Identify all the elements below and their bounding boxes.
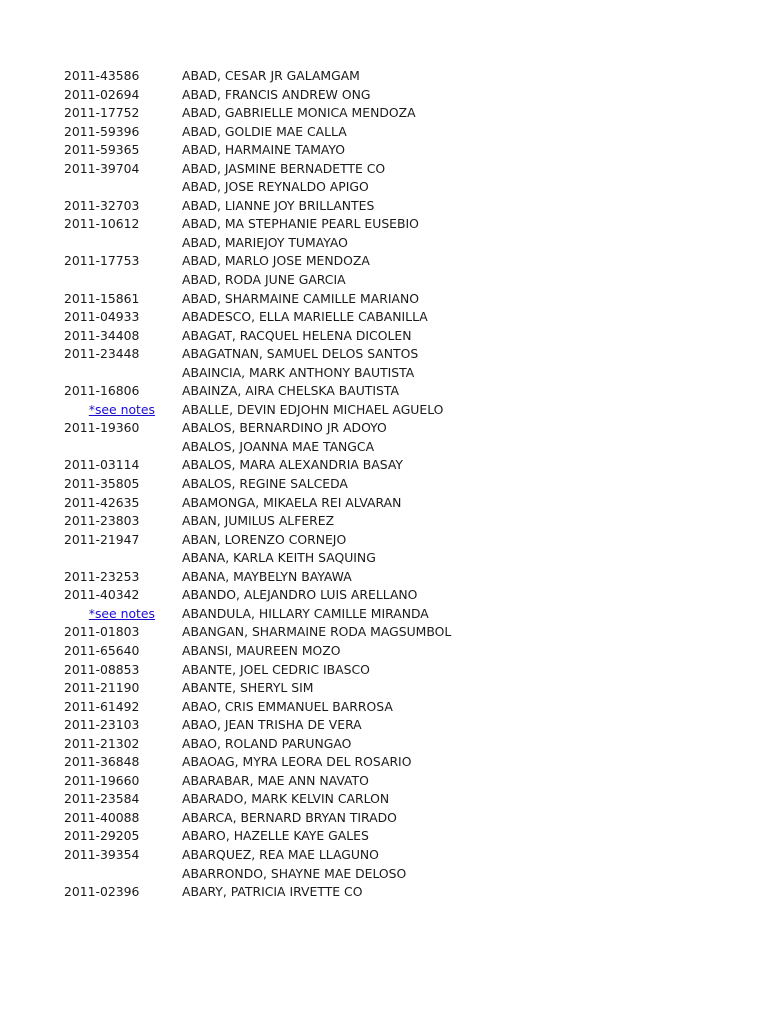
student-name: ABALOS, JOANNA MAE TANGCA [182,438,375,454]
list-row [64,475,704,494]
student-number: 2011-16806 [64,383,140,399]
student-name: ABAO, JEAN TRISHA DE VERA [182,717,362,733]
student-name: ABANGAN, SHARMAINE RODA MAGSUMBOL [182,624,452,640]
student-name: ABAD, FRANCIS ANDREW ONG [182,86,371,102]
list-row [64,215,704,234]
student-number: 2011-35805 [64,476,140,492]
student-number: 2011-34408 [64,327,140,343]
student-name: ABAGATNAN, SAMUEL DELOS SANTOS [182,346,419,362]
student-name: ABARO, HAZELLE KAYE GALES [182,828,369,844]
list-row [64,327,704,346]
student-number: 2011-59396 [64,123,140,139]
student-name: ABALOS, BERNARDINO JR ADOYO [182,420,387,436]
student-number: 2011-19360 [64,420,140,436]
student-number: 2011-01803 [64,624,140,640]
student-name: ABAD, RODA JUNE GARCIA [182,272,346,288]
student-name: ABANA, MAYBELYN BAYAWA [182,568,352,584]
student-name: ABANSI, MAUREEN MOZO [182,642,341,658]
list-row [64,716,704,735]
student-number: 2011-59365 [64,142,140,158]
student-name: ABAD, MARLO JOSE MENDOZA [182,253,370,269]
list-row [64,290,704,309]
student-number: 2011-15861 [64,290,140,306]
student-name: ABANDULA, HILLARY CAMILLE MIRANDA [182,605,429,621]
student-number: 2011-23103 [64,717,140,733]
list-row [64,735,704,754]
results-list [64,67,704,902]
student-name: ABANDO, ALEJANDRO LUIS ARELLANO [182,587,418,603]
student-number: 2011-03114 [64,457,140,473]
list-row [64,308,704,327]
student-number: 2011-32703 [64,197,140,213]
list-row [64,790,704,809]
student-number: 2011-23803 [64,513,140,529]
student-name: ABAD, HARMAINE TAMAYO [182,142,346,158]
student-number: 2011-19660 [64,772,140,788]
list-row [64,197,704,216]
list-row [64,86,704,105]
student-name: ABAD, CESAR JR GALAMGAM [182,68,360,83]
student-name: ABAD, MARIEJOY TUMAYAO [182,234,348,250]
list-row [64,827,704,846]
list-row [64,772,704,791]
list-row [64,865,704,884]
list-row [64,438,704,457]
list-row [64,883,704,902]
list-row [64,364,704,383]
student-number: 2011-40342 [64,587,140,603]
student-name: ABARQUEZ, REA MAE LLAGUNO [182,846,379,862]
list-row [64,271,704,290]
student-number: 2011-10612 [64,216,140,232]
list-row [64,141,704,160]
student-number: 2011-23253 [64,568,140,584]
student-number: 2011-40088 [64,809,140,825]
student-number: 2011-43586 [64,68,140,83]
list-row [64,123,704,142]
student-number: 2011-39704 [64,160,140,176]
list-row [64,104,704,123]
student-number: 2011-21302 [64,735,140,751]
list-row [64,698,704,717]
student-name: ABAOAG, MYRA LEORA DEL ROSARIO [182,754,412,770]
list-row [64,178,704,197]
student-name: ABAO, ROLAND PARUNGAO [182,735,352,751]
student-name: ABANA, KARLA KEITH SAQUING [182,550,376,566]
student-number: 2011-17752 [64,105,140,121]
list-row [64,512,704,531]
list-row [64,846,704,865]
list-row [64,494,704,513]
list-row [64,160,704,179]
student-name: ABALOS, MARA ALEXANDRIA BASAY [182,457,403,473]
student-number [64,605,182,624]
list-row [64,605,704,624]
student-name: ABALLE, DEVIN EDJOHN MICHAEL AGUELO [182,401,444,417]
student-number: 2011-17753 [64,253,140,269]
list-row [64,252,704,271]
student-name: ABAN, JUMILUS ALFEREZ [182,513,335,529]
list-row [64,401,704,420]
see-notes-link[interactable]: *see notes [88,401,155,417]
student-name: ABARCA, BERNARD BRYAN TIRADO [182,809,397,825]
student-name: ABARRONDO, SHAYNE MAE DELOSO [182,865,407,881]
student-name: ABAINCIA, MARK ANTHONY BAUTISTA [182,364,415,380]
student-name: ABARADO, MARK KELVIN CARLON [182,791,390,807]
student-number [64,401,182,420]
student-number: 2011-21190 [64,680,140,696]
student-number: 2011-42635 [64,494,140,510]
list-row [64,753,704,772]
student-name: ABARABAR, MAE ANN NAVATO [182,772,369,788]
list-row [64,456,704,475]
student-name: ABAINZA, AIRA CHELSKA BAUTISTA [182,383,399,399]
list-row [64,642,704,661]
student-name: ABAN, LORENZO CORNEJO [182,531,347,547]
student-number: 2011-65640 [64,642,140,658]
student-name: ABARY, PATRICIA IRVETTE CO [182,884,363,900]
list-row [64,419,704,438]
student-number: 2011-39354 [64,846,140,862]
student-number: 2011-23584 [64,791,140,807]
student-name: ABAD, SHARMAINE CAMILLE MARIANO [182,290,419,306]
list-row [64,568,704,587]
student-number: 2011-36848 [64,754,140,770]
list-row [64,531,704,550]
student-name: ABAO, CRIS EMMANUEL BARROSA [182,698,393,714]
student-name: ABAD, GOLDIE MAE CALLA [182,123,347,139]
student-name: ABAD, MA STEPHANIE PEARL EUSEBIO [182,216,419,232]
student-number: 2011-08853 [64,661,140,677]
student-name: ABAD, GABRIELLE MONICA MENDOZA [182,105,416,121]
list-row [64,382,704,401]
student-name: ABANTE, SHERYL SIM [182,680,314,696]
list-row [64,809,704,828]
student-name: ABAD, JOSE REYNALDO APIGO [182,179,369,195]
student-name: ABAGAT, RACQUEL HELENA DICOLEN [182,327,412,343]
student-name: ABADESCO, ELLA MARIELLE CABANILLA [182,309,428,325]
list-row [64,549,704,568]
list-row [64,586,704,605]
list-row [64,623,704,642]
student-name: ABAD, JASMINE BERNADETTE CO [182,160,386,176]
student-number: 2011-29205 [64,828,140,844]
student-number: 2011-23448 [64,346,140,362]
student-number: 2011-04933 [64,309,140,325]
student-name: ABANTE, JOEL CEDRIC IBASCO [182,661,370,677]
student-number: 2011-02694 [64,86,140,102]
student-number: 2011-02396 [64,884,140,900]
see-notes-link[interactable]: *see notes [88,605,155,621]
list-row [64,661,704,680]
list-row [64,67,704,86]
student-number: 2011-21947 [64,531,140,547]
list-row [64,234,704,253]
student-name: ABALOS, REGINE SALCEDA [182,476,348,492]
student-name: ABAD, LIANNE JOY BRILLANTES [182,197,375,213]
list-row [64,679,704,698]
list-row [64,345,704,364]
student-number: 2011-61492 [64,698,140,714]
student-name: ABAMONGA, MIKAELA REI ALVARAN [182,494,402,510]
